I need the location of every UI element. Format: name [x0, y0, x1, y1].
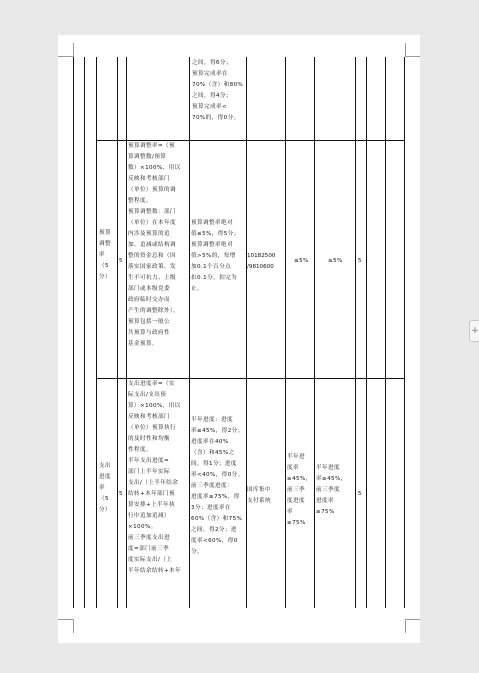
table-border — [73, 57, 74, 608]
plus-icon: + — [471, 326, 479, 336]
row2-definition-line: 反映和考核部门 — [128, 176, 170, 182]
row3-name-line: 分） — [99, 507, 111, 513]
row3-source-line: 国库集中 — [247, 487, 271, 493]
row3-definition-line: 度实际支出/（上 — [128, 557, 173, 563]
row2-definition-line: 产生的调整除外）。 — [128, 308, 180, 314]
row3-target2-line: 率≥45%， — [316, 476, 347, 482]
row3-definition-line: 度=部门前三季 — [128, 546, 170, 552]
row3-criteria-line: 分。 — [191, 549, 203, 555]
expand-panel-button[interactable] — [469, 320, 479, 342]
row2-definition — [128, 141, 189, 350]
row3-target2-line: 前三季度 — [316, 487, 340, 493]
row2-definition-line: 落实国家政策、发 — [128, 264, 176, 270]
row2-source-line: /9810600 — [247, 264, 274, 270]
row2-result: 5 — [358, 258, 362, 264]
row2-definition-line: 生不可抗力、上级 — [128, 275, 176, 281]
row2-name-line: 分） — [99, 274, 111, 280]
row2-name-line: 率 — [99, 252, 105, 258]
row2-definition-line: 加、追减或结构调 — [128, 242, 176, 248]
row1-criteria-line: 70%（含）和80% — [192, 82, 244, 88]
row3-criteria-line: 之间，得2分；进 — [191, 527, 237, 533]
row2-indicator-name — [99, 228, 117, 283]
row2-definition-line: 数）×100%，用以 — [128, 165, 181, 171]
row3-target1-line: 半年进 — [287, 454, 305, 460]
row2-definition-line: 整的资金总和（因 — [128, 253, 176, 259]
row3-target1-line: ≥75% — [287, 520, 306, 526]
row3-definition-line: 支出进度率=（实 — [128, 381, 176, 387]
row2-criteria-line: 预算调整率绝对 — [191, 220, 233, 226]
row2-definition-line: 部门或本级党委 — [128, 286, 170, 292]
crop-mark-tr-v — [405, 43, 406, 57]
row2-name-line: （5 — [99, 263, 109, 269]
row3-definition-line: 性程度。 — [128, 447, 152, 453]
row2-score: 5 — [119, 258, 123, 264]
table-border — [84, 57, 85, 608]
row2-target-2: ≤5% — [328, 258, 343, 264]
row3-target-2 — [316, 463, 355, 518]
row3-target-1 — [287, 452, 314, 529]
row3-target2-line: 半年进度 — [316, 465, 340, 471]
row3-definition-line: 结转+本年部门预 — [128, 491, 176, 497]
row3-criteria-line: 60%（含）和75% — [191, 516, 243, 522]
row3-source-line: 支付系统 — [247, 498, 271, 504]
row2-source-line: 10182500 — [247, 253, 276, 259]
crop-mark-br-h — [405, 619, 420, 620]
row3-target1-line: ≥45%， — [287, 476, 312, 482]
row1-criteria-line: 之间，得4分； — [192, 93, 232, 99]
row2-name-line: 调整 — [99, 241, 111, 247]
crop-mark-br-v — [405, 619, 406, 633]
row3-criteria-line: 率<40%，得0分。 — [191, 472, 244, 478]
row1-criteria — [192, 58, 246, 124]
row3-definition-line: 半年支出进度= — [128, 458, 170, 464]
crop-mark-bl-h — [58, 619, 73, 620]
row3-definition-line: ×100%。 — [128, 524, 157, 530]
row3-criteria-line: （含）和45%之 — [191, 450, 235, 456]
row3-target2-line: ≥75% — [316, 509, 335, 515]
row2-criteria-line: 值≤5%，得5分； — [191, 231, 240, 237]
row3-definition-line: 半年结余结转+本年 — [128, 568, 182, 574]
row3-criteria-line: 半年进度：进度 — [191, 417, 233, 423]
row3-target2-line: 进度率 — [316, 498, 334, 504]
row3-criteria-line: 度率<60%，得0 — [191, 538, 238, 544]
row3-criteria-line: 间，得1分；进度 — [191, 461, 237, 467]
row3-criteria — [191, 415, 246, 558]
row3-criteria-line: 率≥45%，得2分； — [191, 428, 244, 434]
row2-criteria-line: 预算调整率绝对 — [191, 242, 233, 248]
row3-result: 5 — [358, 491, 362, 497]
row3-target1-line: 度进度 — [287, 498, 305, 504]
row3-data-source — [247, 485, 285, 507]
row2-definition-line: 整程度。 — [128, 198, 152, 204]
row2-data-source — [247, 251, 285, 273]
row1-criteria-line: 预算完成率< — [192, 104, 228, 110]
row3-definition-line: 际支出/支出预 — [128, 392, 167, 398]
row2-criteria — [191, 218, 246, 295]
row3-definition-line: 算）×100%，用以 — [128, 403, 181, 409]
row2-definition-line: 内涉及预算的追 — [128, 231, 170, 237]
row2-definition-line: 预算调整数：部门 — [128, 209, 176, 215]
row2-definition-line: 预算包括一般公 — [128, 319, 170, 325]
row2-criteria-line: 加0.1个百分点 — [191, 264, 232, 270]
row3-definition-line: 反映和考核部门 — [128, 414, 170, 420]
row3-name-line: 支出 — [99, 463, 111, 469]
row3-definition-line: 支出/（上半年结余 — [128, 480, 179, 486]
row3-criteria-line: 进度率≥75%，得 — [191, 494, 240, 500]
row2-definition-line: 预算调整率=（预 — [128, 143, 176, 149]
crop-mark-tl-v — [73, 43, 74, 57]
row3-definition-line: 部门上半年实际 — [128, 469, 170, 475]
row2-name-line: 预算 — [99, 230, 111, 236]
crop-mark-tl-h — [58, 56, 73, 57]
row2-criteria-line: 值>5%的，每增 — [191, 253, 236, 259]
row3-criteria-line: 前三季度进度： — [191, 483, 233, 489]
row2-definition-line: 共预算与政府性 — [128, 330, 170, 336]
row2-definition-line: （单位）预算的调 — [128, 187, 176, 193]
row1-criteria-line: 70%的，得0分。 — [192, 115, 240, 121]
row3-criteria-line: 3分；进度率在 — [191, 505, 231, 511]
crop-mark-bl-v — [73, 619, 74, 633]
row3-target1-line: 度率 — [287, 465, 299, 471]
row2-criteria-line: 止。 — [191, 286, 203, 292]
row3-name-line: （5 — [99, 496, 109, 502]
row3-definition-line: 算安排+上半年执 — [128, 502, 176, 508]
row2-target-1: ≤5% — [294, 258, 309, 264]
row3-definition-line: 行中追加追减） — [128, 513, 170, 519]
row3-definition-line: 前三季度支出进 — [128, 535, 170, 541]
row3-name-line: 进度 — [99, 474, 111, 480]
row2-definition-line: 基金预算。 — [128, 341, 158, 347]
row3-score: 5 — [119, 491, 123, 497]
row3-criteria-line: 进度率在40% — [191, 439, 229, 445]
row2-definition-line: 政府临时交办而 — [128, 297, 170, 303]
row3-definition-line: （单位）预算执行 — [128, 425, 176, 431]
row3-definition — [128, 379, 189, 577]
row3-indicator-name — [99, 461, 117, 516]
row2-definition-line: 算调整数/预算 — [128, 154, 167, 160]
row1-criteria-line: 之间，得6分； — [192, 60, 232, 66]
row2-criteria-line: 扣0.1分，扣完为 — [191, 275, 238, 281]
table-border — [404, 57, 405, 608]
row3-target1-line: 率 — [287, 509, 293, 515]
row3-target1-line: 前三季 — [287, 487, 305, 493]
row2-definition-line: （单位）在本年度 — [128, 220, 176, 226]
row1-criteria-line: 预算完成率在 — [192, 71, 228, 77]
crop-mark-tr-h — [405, 56, 420, 57]
row3-name-line: 率 — [99, 485, 105, 491]
row3-definition-line: 的及时性和均衡 — [128, 436, 170, 442]
